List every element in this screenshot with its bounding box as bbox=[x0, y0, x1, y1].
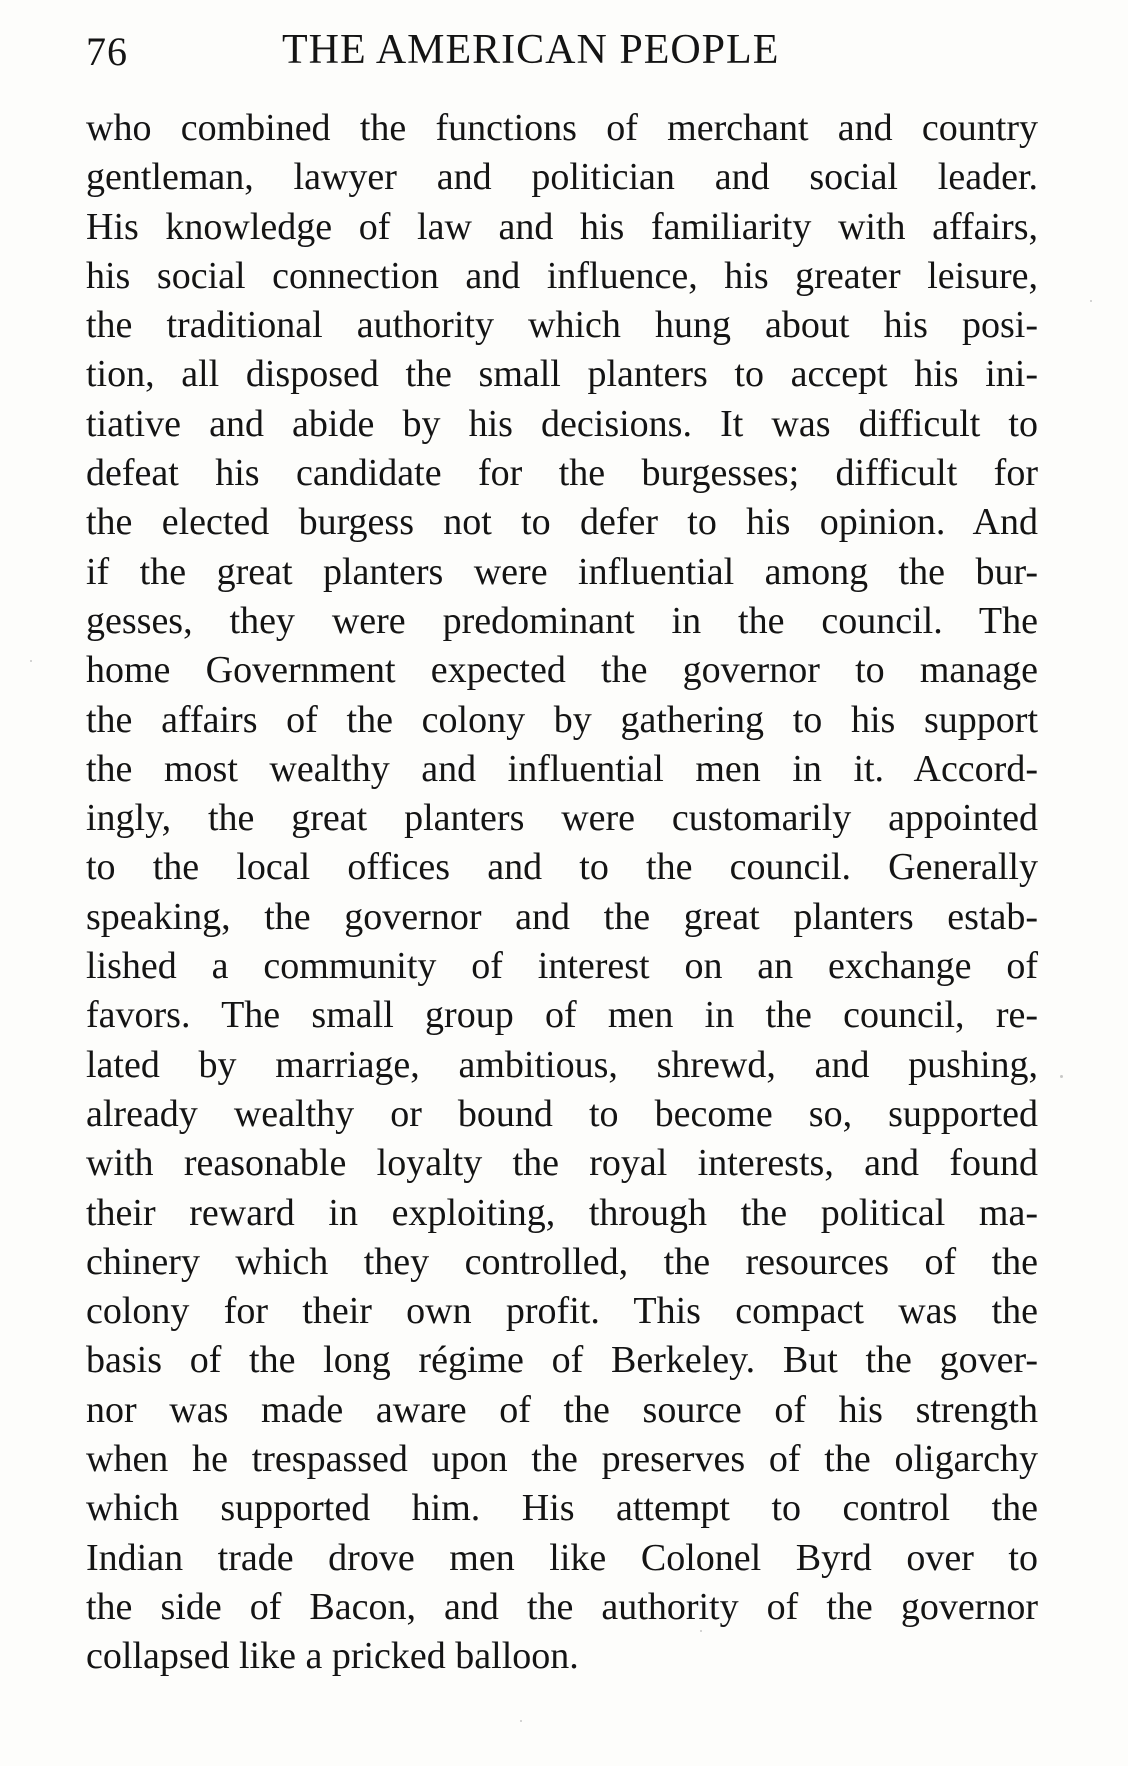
text-line: ingly, the great planters were customarily appointed bbox=[86, 797, 1038, 840]
text-line: speaking, the governor and the great planters estab- bbox=[86, 895, 1038, 938]
page-number: 76 bbox=[86, 29, 128, 74]
text-line: basis of the long régime of Berkeley. But the gover- bbox=[86, 1339, 1038, 1382]
text-line: the most wealthy and influential men in it. Accord- bbox=[86, 747, 1038, 790]
text-line: colony for their own profit. This compact was the bbox=[86, 1290, 1038, 1333]
text-line: nor was made aware of the source of his strength bbox=[86, 1388, 1038, 1431]
text-line: Indian trade drove men like Colonel Byrd over to bbox=[86, 1536, 1038, 1579]
text-line: chinery which they controlled, the resources of the bbox=[86, 1240, 1038, 1283]
text-line: the elected burgess not to defer to his opinion. And bbox=[86, 501, 1038, 544]
text-line: lated by marriage, ambitious, shrewd, and pushing, bbox=[86, 1043, 1038, 1086]
scan-speck bbox=[1090, 300, 1092, 302]
scan-speck bbox=[1060, 1075, 1063, 1078]
text-line: who combined the functions of merchant and country bbox=[86, 107, 1038, 149]
text-line: the traditional authority which hung about his posi- bbox=[86, 304, 1038, 347]
text-line: His knowledge of law and his familiarity with affairs, bbox=[86, 205, 1038, 248]
body-text bbox=[86, 104, 1038, 1682]
text-line: to the local offices and to the council. Generally bbox=[86, 846, 1038, 889]
scan-speck bbox=[30, 660, 32, 662]
text-line: which supported him. His attempt to control the bbox=[86, 1487, 1038, 1530]
text-line: gesses, they were predominant in the council. The bbox=[86, 599, 1038, 642]
text-line: defeat his candidate for the burgesses; difficult for bbox=[86, 452, 1038, 495]
text-line: with reasonable loyalty the royal interests, and found bbox=[86, 1142, 1038, 1185]
text-line: the affairs of the colony by gathering to his support bbox=[86, 698, 1038, 741]
page-header bbox=[86, 18, 1046, 78]
text-line: gentleman, lawyer and politician and social leader. bbox=[86, 156, 1038, 199]
scan-speck bbox=[520, 1720, 522, 1722]
text-line-last: collapsed like a pricked balloon. bbox=[86, 1635, 579, 1678]
text-line: tion, all disposed the small planters to accept his ini- bbox=[86, 353, 1038, 396]
text-line: lished a community of interest on an exchange of bbox=[86, 945, 1038, 988]
text-line: if the great planters were influential among the bur- bbox=[86, 550, 1038, 593]
running-head: THE AMERICAN PEOPLE bbox=[282, 27, 780, 73]
text-line: when he trespassed upon the preserves of the oligarchy bbox=[86, 1438, 1038, 1481]
text-line: favors. The small group of men in the council, re- bbox=[86, 994, 1038, 1037]
text-line: the side of Bacon, and the authority of the governor bbox=[86, 1585, 1038, 1628]
scan-speck bbox=[700, 1630, 702, 1632]
text-line: his social connection and influence, his greater leisure, bbox=[86, 254, 1038, 297]
text-line: tiative and abide by his decisions. It was difficult to bbox=[86, 402, 1038, 445]
text-line: already wealthy or bound to become so, supported bbox=[86, 1092, 1038, 1135]
text-line: their reward in exploiting, through the political ma- bbox=[86, 1191, 1038, 1234]
text-line: home Government expected the governor to manage bbox=[86, 649, 1038, 692]
